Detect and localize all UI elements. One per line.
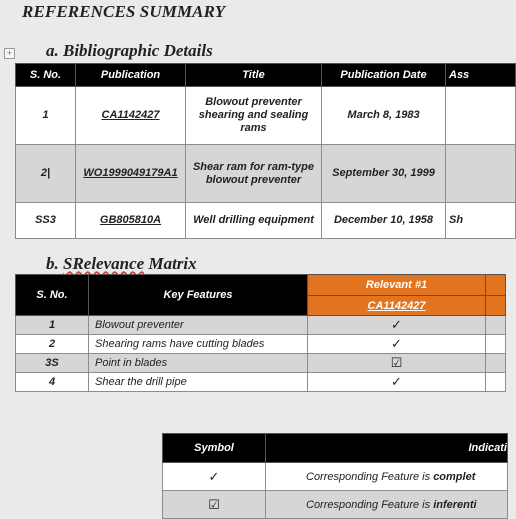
legend-indication [266, 463, 508, 491]
section-a-title: Bibliographic Details [63, 41, 213, 60]
bib-extra: Sh [446, 203, 516, 239]
section-b-label: b. [46, 254, 59, 273]
table-row [16, 203, 516, 239]
checked-box-icon: ☑ [308, 354, 486, 373]
section-b-heading [46, 254, 197, 274]
matrix-feature: Shear the drill pipe [89, 373, 308, 392]
bibliographic-table [15, 63, 516, 239]
legend-text: Corresponding Feature is [306, 470, 434, 483]
bib-sno: 2| [16, 145, 76, 203]
matrix-sno: 2 [16, 335, 89, 354]
section-b-title-misspelled: SRelevance [63, 254, 145, 273]
table-row [163, 463, 508, 491]
matrix-header-next [486, 275, 506, 296]
table-move-handle-icon[interactable]: + [4, 48, 15, 59]
matrix-sno: 3S [16, 354, 89, 373]
legend-indication [266, 491, 508, 519]
matrix-sno: 4 [16, 373, 89, 392]
document-title: REFERENCES SUMMARY [22, 2, 226, 21]
legend-text-strong: inferenti [433, 498, 477, 511]
bib-title: Blowout preventer shearing and sealing rams [186, 87, 322, 145]
bib-header-date: Publication Date [322, 64, 446, 87]
symbol-legend-table [162, 433, 508, 519]
table-row [16, 145, 516, 203]
matrix-next-cell [486, 316, 506, 335]
bib-header-title: Title [186, 64, 322, 87]
legend-text: Corresponding Feature is [306, 498, 434, 511]
matrix-relevant-publication-link[interactable]: CA1142427 [308, 296, 486, 316]
checked-box-icon: ☑ [163, 491, 266, 519]
matrix-feature: Shearing rams have cutting blades [89, 335, 308, 354]
section-b-title-suffix: Matrix [144, 254, 197, 273]
table-row [16, 354, 506, 373]
matrix-feature: Blowout preventer [89, 316, 308, 335]
bib-sno: 1 [16, 87, 76, 145]
bib-header-sno: S. No. [16, 64, 76, 87]
matrix-next-cell [486, 335, 506, 354]
matrix-next-cell [486, 373, 506, 392]
table-row [16, 373, 506, 392]
check-icon: ✓ [308, 316, 486, 335]
check-icon: ✓ [163, 463, 266, 491]
bib-extra [446, 87, 516, 145]
bib-publication-link[interactable]: GB805810A [76, 203, 186, 239]
section-a-heading [46, 41, 213, 61]
table-row [16, 335, 506, 354]
table-row [16, 87, 516, 145]
legend-header-symbol: Symbol [163, 434, 266, 463]
bib-date: December 10, 1958 [322, 203, 446, 239]
check-icon: ✓ [308, 335, 486, 354]
bib-sno: SS3 [16, 203, 76, 239]
bib-publication-link[interactable]: WO1999049179A1 [76, 145, 186, 203]
matrix-header-next-sub [486, 296, 506, 316]
bib-publication-link[interactable]: CA1142427 [76, 87, 186, 145]
bib-title: Well drilling equipment [186, 203, 322, 239]
matrix-next-cell [486, 354, 506, 373]
check-icon: ✓ [308, 373, 486, 392]
matrix-header-sno: S. No. [16, 275, 89, 316]
matrix-header-features: Key Features [89, 275, 308, 316]
bib-date: September 30, 1999 [322, 145, 446, 203]
matrix-sno: 1 [16, 316, 89, 335]
matrix-header-relevant: Relevant #1 [308, 275, 486, 296]
matrix-feature: Point in blades [89, 354, 308, 373]
relevance-matrix-table [15, 274, 506, 392]
bib-date: March 8, 1983 [322, 87, 446, 145]
bib-header-assignee: Ass [446, 64, 516, 87]
table-row [163, 491, 508, 519]
bib-header-publication: Publication [76, 64, 186, 87]
bib-extra [446, 145, 516, 203]
legend-text-strong: complet [433, 470, 476, 483]
table-row [16, 316, 506, 335]
section-a-label: a. [46, 41, 59, 60]
bib-title: Shear ram for ram-type blowout preventer [186, 145, 322, 203]
legend-header-indication: Indicati [266, 434, 508, 463]
